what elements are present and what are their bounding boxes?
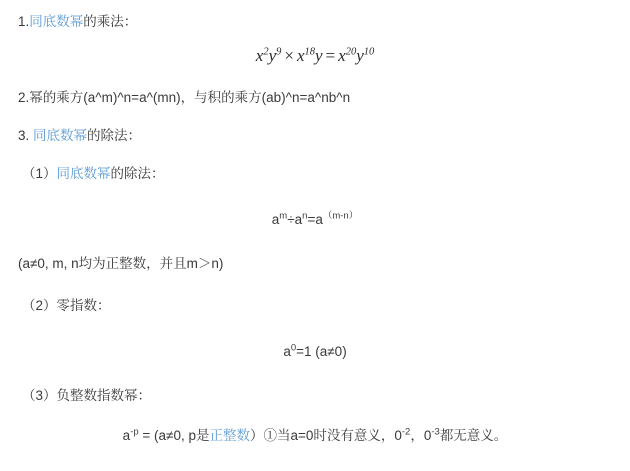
formula-2-sup-mn: （m-n） — [322, 210, 359, 222]
item-3-highlight: 同底数幂 — [33, 128, 88, 144]
condition-line: (a≠0, m, n均为正整数，并且m＞n) — [18, 256, 224, 272]
formula-3 — [18, 339, 612, 365]
sub-item-2-line: （2）零指数： — [22, 298, 111, 314]
formula-4-expression — [123, 428, 508, 443]
formula-1-times: × — [284, 46, 294, 66]
formula-2-a: a — [271, 211, 280, 227]
formula-3-sup-0: 0 — [290, 342, 297, 354]
item-3-line — [18, 126, 612, 146]
formula-1-equals: = — [325, 46, 336, 66]
formula-1 — [18, 42, 612, 70]
formula-1-y1: y — [268, 46, 277, 66]
formula-1-y2: y — [315, 46, 323, 66]
formula-1-sup2: 9 — [276, 46, 282, 58]
sub-item-1-line — [18, 164, 612, 184]
sub-item-1-rest: 的除法： — [110, 166, 165, 182]
formula-3-rest: =1 (a≠0) — [296, 343, 347, 359]
item-3-rest: 的除法： — [87, 128, 142, 144]
formula-4-sup-neg2: -2 — [401, 426, 411, 438]
formula-4-a: a — [122, 428, 131, 444]
formula-2-sup-m: m — [279, 210, 288, 222]
formula-3-expression — [283, 344, 346, 359]
formula-1-x1: x — [255, 46, 264, 66]
sub-item-3-line: （3）负整数指数幂： — [22, 388, 152, 404]
formula-1-expression — [256, 46, 374, 65]
formula-4-sup-neg3: -3 — [431, 426, 440, 438]
formula-4 — [18, 425, 612, 447]
formula-1-x2: x — [296, 46, 305, 66]
formula-2-sup-n: n — [302, 210, 308, 222]
formula-2-expression — [272, 212, 358, 227]
formula-4-comma: ，0 — [410, 428, 432, 444]
formula-4-highlight: 正整数 — [209, 428, 250, 444]
formula-1-sup5: 10 — [363, 46, 375, 58]
formula-4-tail: 都无意义。 — [439, 428, 508, 444]
formula-1-x3: x — [338, 46, 346, 66]
sub-item-1-highlight: 同底数幂 — [56, 166, 111, 182]
item-1-number: 1. — [18, 14, 30, 29]
formula-4-sup-p: -p — [130, 426, 139, 438]
formula-1-sup1: 2 — [263, 46, 269, 58]
item-1-line — [18, 12, 612, 32]
formula-2 — [18, 207, 612, 233]
sub-item-1-number: （1） — [22, 166, 57, 182]
item-2-line: 2.幂的乘方(a^m)^n=a^(mn)，与积的乘方(ab)^n=a^nb^n — [18, 89, 351, 105]
formula-3-a: a — [283, 343, 291, 359]
formula-1-sup3: 18 — [304, 46, 315, 58]
formula-1-sup4: 20 — [345, 46, 357, 58]
formula-1-y3: y — [356, 46, 364, 66]
item-1-highlight: 同底数幂 — [29, 14, 84, 29]
item-1-rest: 的乘法： — [83, 14, 138, 29]
formula-2-eq: =a — [307, 211, 323, 227]
formula-4-mid: = (a≠0, p是 — [138, 428, 210, 444]
formula-2-div: ÷a — [287, 211, 303, 227]
formula-4-after: ）①当a=0时没有意义，0 — [249, 428, 402, 444]
item-3-number: 3. — [18, 128, 34, 144]
